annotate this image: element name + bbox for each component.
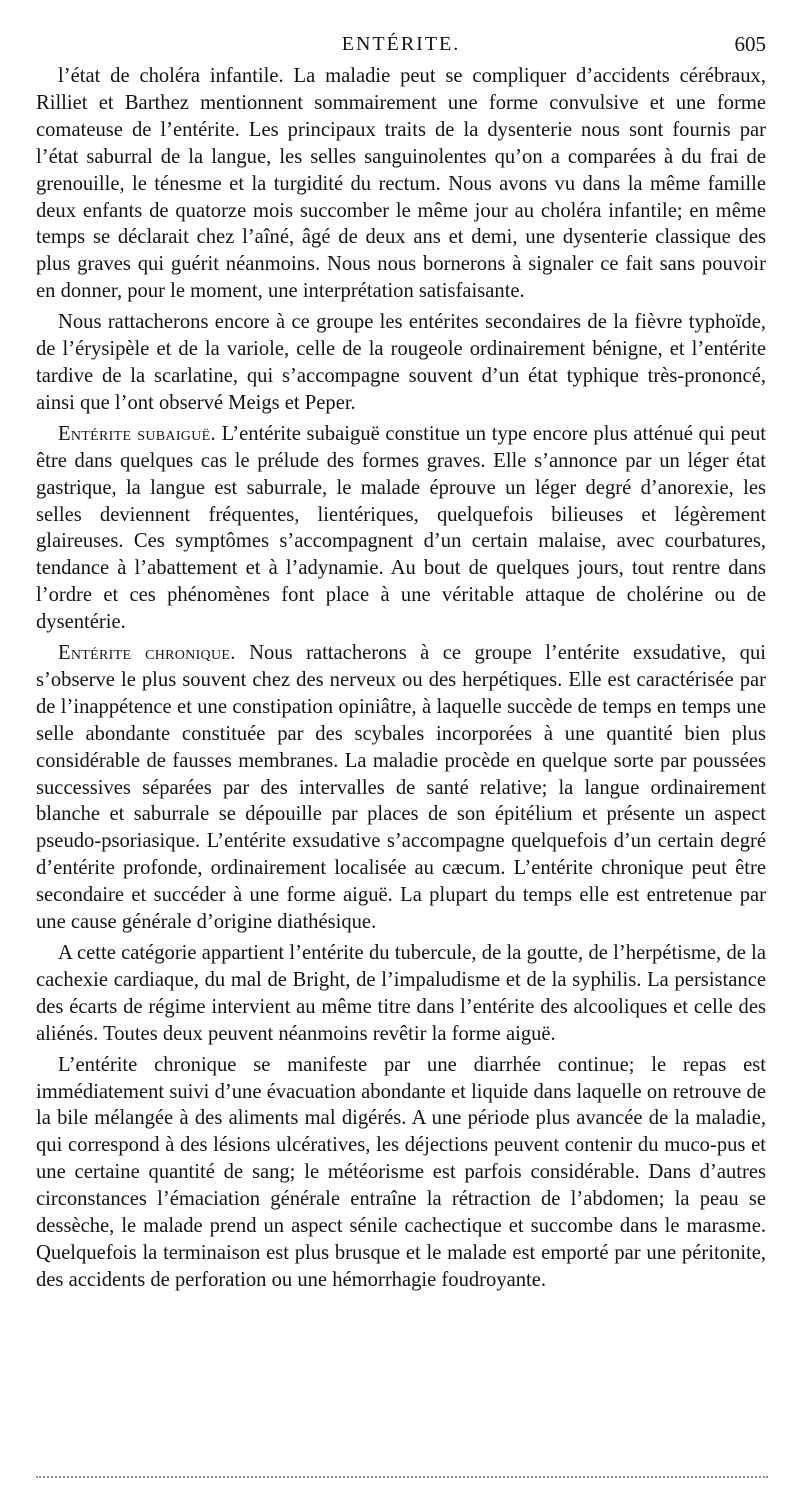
- paragraph-5: [36, 940, 766, 1048]
- paragraph-subacute-text: L’entérite subaiguë constitue un type encore plus atténué qui peut être dans quelques cas le prélude des formes graves. Elle s’annonce par un léger état gastrique, la langue est saburrale, le malade éprouve un léger degré d’anorexie, les selles deviennent fréquentes, lientériques, quelquefois bilieuses et légèrement glaireuses. Ces symptômes s’accompagnent d’un certain malaise, avec courbatures, tendance à l’abattement et à l’adynamie. Au bout de quelques jours, tout rentre dans l’ordre et ces phénomènes font place à une véritable attaque de cholérine ou de dysentérie.: [36, 422, 766, 634]
- running-title: ENTÉRITE.: [341, 33, 461, 55]
- footer-rule: [36, 1476, 768, 1478]
- section-heading-chronic: Entérite chronique.: [58, 642, 236, 665]
- paragraph-6-text: L’entérite chronique se manifeste par une diarrhée continue; le repas est immédiatement suivi d’une évacuation abondante et liquide dans laquelle on retrouve de la bile mélangée à des aliments mal digérés. A une période plus avancée de la maladie, qui correspond à des lésions ulcératives, les déjections peuvent contenir du muco-pus et une certaine quantité de sang; le météorisme est parfois considérable. Dans d’autres circonstances l’émaciation générale entraîne la rétraction de l’abdomen; la peau se dessèche, le malade prend un aspect sénile cachectique et succombe dans le marasme. Quelquefois la terminaison est plus brusque et le malade est emporté par une péritonite, des accidents de perforation ou une hémorrhagie foudroyante.: [36, 1053, 766, 1291]
- section-heading-subacute: Entérite subaiguë.: [58, 422, 216, 445]
- page-number: 605: [734, 32, 766, 56]
- paragraph-subacute: [36, 421, 766, 636]
- paragraph-2: [36, 309, 766, 417]
- body-text: [36, 63, 766, 1298]
- paragraph-chronic: [36, 640, 766, 936]
- paragraph-2-text: Nous rattacherons encore à ce groupe les entérites secondaires de la fièvre typhoïde, de l’érysipèle et de la variole, celle de la rougeole ordinairement bénigne, et l’entérite tardive de la scarlatine, qui s’accompagne souvent d’un état typhique très-prononcé, ainsi que l’ont observé Meigs et Peper.: [36, 311, 766, 414]
- paragraph-5-text: A cette catégorie appartient l’entérite du tubercule, de la goutte, de l’herpétisme, de la cachexie cardiaque, du mal de Bright, de l’impaludisme et de la syphilis. La persistance des écarts de régime intervient au même titre dans l’entérite des alcooliques et celle des aliénés. Toutes deux peuvent néanmoins revêtir la forme aiguë.: [36, 942, 766, 1045]
- paragraph-chronic-text: Nous rattacherons à ce groupe l’entérite exsudative, qui s’observe le plus souvent chez des nerveux ou des herpétiques. Elle est caractérisée par de l’inappétence et une constipation opiniâtre, à laquelle succède de temps en temps une selle abondante constituée par des scybales incorporées à une quantité bien plus considérable de fausses membranes. La maladie procède en quelque sorte par poussées successives séparées par des intervalles de santé relative; la langue ordinairement blanche et saburrale se dépouille par places de son épitélium et présente un aspect pseudo-psoriasique. L’entérite exsudative s’accompagne quelquefois d’un certain degré d’entérite profonde, ordinairement localisée au cæcum. L’entérite chronique peut être secondaire et succéder à une forme aiguë. La plupart du temps elle est entretenue par une cause générale d’origine diathésique.: [36, 642, 766, 934]
- paragraph-1-text: l’état de choléra infantile. La maladie peut se compliquer d’accidents cérébraux, Rilliet et Barthez mentionnent sommairement une forme convulsive et une forme comateuse de l’entérite. Les principaux traits de la dysenterie nous sont fournis par l’état saburral de la langue, les selles sanguinolentes qu’on a comparées à du frai de grenouille, le ténesme et la turgidité du rectum. Nous avons vu dans la même famille deux enfants de quatorze mois succomber le même jour au choléra infantile; en même temps se déclarait chez l’aîné, âgé de deux ans et demi, une dysenterie classique des plus graves qui guérit néanmoins. Nous nous bornerons à signaler ce fait sans pouvoir en donner, pour le moment, une interprétation satisfaisante.: [36, 65, 766, 303]
- paragraph-6: [36, 1052, 766, 1294]
- page-header: [36, 28, 766, 60]
- paragraph-1: [36, 63, 766, 305]
